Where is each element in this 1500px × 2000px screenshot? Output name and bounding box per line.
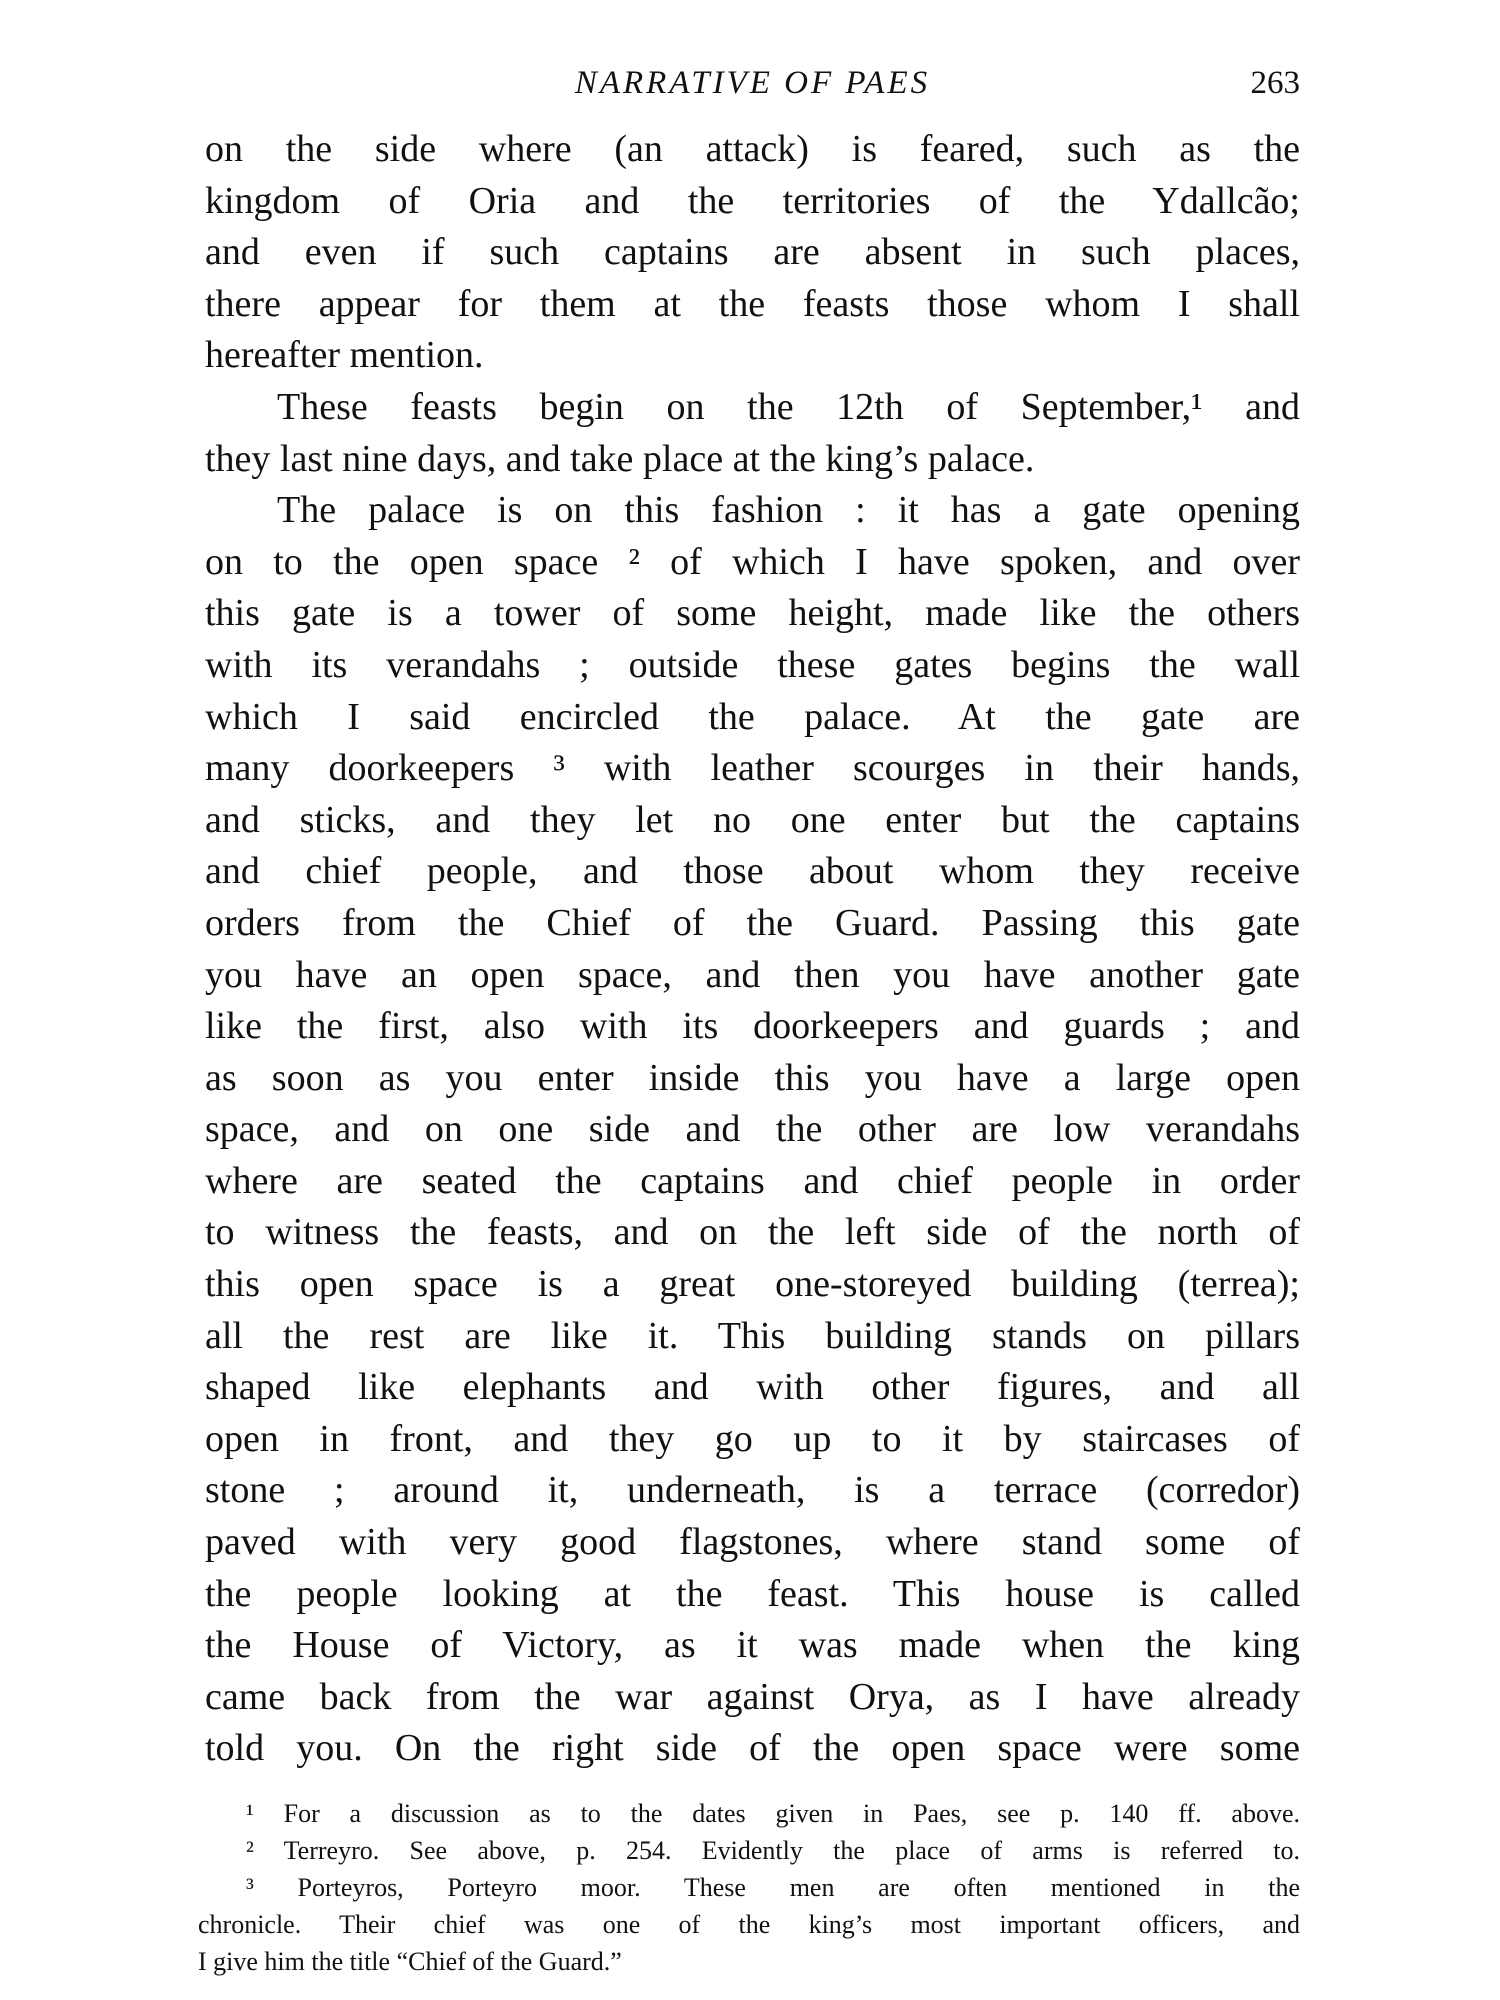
body-line: and chief people, and those about whom they receive <box>205 850 1300 893</box>
body-line: and even if such captains are absent in such places, <box>205 231 1300 274</box>
running-head <box>205 58 1300 108</box>
footnote-line: ³ Porteyros, Porteyro moor. These men are often mentioned in the <box>246 1873 1300 1902</box>
body-line: all the rest are like it. This building stands on pillars <box>205 1314 1300 1357</box>
body-line: stone ; around it, underneath, is a terrace (corredor) <box>205 1469 1300 1512</box>
body-line: open in front, and they go up to it by staircases of <box>205 1417 1300 1460</box>
body-line: there appear for them at the feasts those whom I shall <box>205 282 1300 325</box>
body-line: hereafter mention. <box>205 334 484 377</box>
footnote-line: ² Terreyro. See above, p. 254. Evidently the place of arms is referred to. <box>246 1836 1300 1865</box>
page-number: 263 <box>1250 65 1300 101</box>
footnote-line: I give him the title “Chief of the Guard.” <box>198 1947 622 1976</box>
body-line: with its verandahs ; outside these gates begins the wall <box>205 643 1300 686</box>
body-line: These feasts begin on the 12th of September,¹ and <box>277 385 1300 428</box>
body-line: you have an open space, and then you have another gate <box>205 953 1300 996</box>
body-line: many doorkeepers ³ with leather scourges in their hands, <box>205 747 1300 790</box>
body-line: space, and on one side and the other are low verandahs <box>205 1108 1300 1151</box>
body-line: told you. On the right side of the open space were some <box>205 1727 1300 1770</box>
body-line: paved with very good flagstones, where stand some of <box>205 1521 1300 1564</box>
body-line: this gate is a tower of some height, made like the others <box>205 592 1300 635</box>
footnotes <box>198 1795 1300 1980</box>
body-line: on the side where (an attack) is feared, such as the <box>205 128 1300 170</box>
body-line: came back from the war against Orya, as I have already <box>205 1675 1300 1718</box>
body-line: the people looking at the feast. This house is called <box>205 1572 1300 1615</box>
body-line: on to the open space ² of which I have spoken, and over <box>205 540 1300 583</box>
body-text <box>205 124 1300 1775</box>
body-line: where are seated the captains and chief people in order <box>205 1159 1300 1202</box>
body-line: which I said encircled the palace. At the gate are <box>205 695 1300 738</box>
footnote-line: chronicle. Their chief was one of the king’s most important officers, and <box>198 1910 1300 1939</box>
footnote-line: ¹ For a discussion as to the dates given in Paes, see p. 140 ff. above. <box>246 1799 1300 1828</box>
body-line: shaped like elephants and with other figures, and all <box>205 1366 1300 1409</box>
body-line: the House of Victory, as it was made when the king <box>205 1624 1300 1667</box>
body-line: kingdom of Oria and the territories of the Ydallcão; <box>205 179 1300 222</box>
body-line: like the first, also with its doorkeepers and guards ; and <box>205 1005 1300 1048</box>
body-line: The palace is on this fashion : it has a gate opening <box>277 489 1300 532</box>
body-line: they last nine days, and take place at the king’s palace. <box>205 437 1035 480</box>
running-title: NARRATIVE OF PAES <box>574 65 931 101</box>
body-line: to witness the feasts, and on the left side of the north of <box>205 1211 1300 1254</box>
body-line: as soon as you enter inside this you have a large open <box>205 1056 1300 1099</box>
body-line: and sticks, and they let no one enter but the captains <box>205 798 1300 841</box>
body-line: orders from the Chief of the Guard. Passing this gate <box>205 901 1300 944</box>
body-line: this open space is a great one-storeyed building (terrea); <box>205 1263 1300 1306</box>
